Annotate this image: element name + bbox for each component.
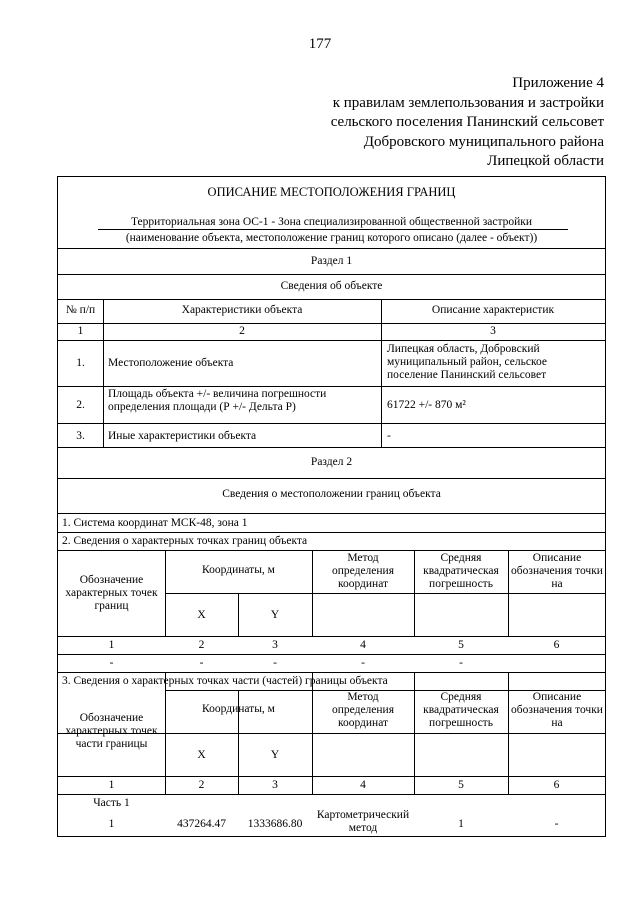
row-divider: [58, 340, 605, 341]
row-divider: [58, 274, 605, 275]
row-divider: [58, 776, 605, 777]
row-divider: [58, 323, 605, 324]
column-number: 1: [108, 639, 115, 651]
appendix-line: Приложение 4: [512, 75, 604, 91]
header-designation: Обозначение характерных точек границ: [65, 574, 158, 612]
part-label: Часть 1: [93, 797, 130, 809]
column-number: 5: [458, 639, 464, 651]
row-divider: [165, 593, 605, 594]
column-number: 4: [360, 779, 366, 791]
row-value: Липецкая область, Добровский муниципальный район, сельское поселение Панинский сельсовет: [387, 343, 547, 381]
section2-title: Раздел 2: [310, 456, 353, 468]
header-coordinates: Координаты, м: [202, 564, 275, 576]
appendix-line: Липецкой области: [487, 153, 604, 169]
header-coordinates: Координаты, м: [202, 703, 275, 715]
header-designation: Обозначение характерных точек части границы: [65, 712, 158, 750]
header-method: Метод определения координат: [331, 691, 394, 729]
column-divider: [312, 550, 313, 636]
row-divider: [58, 513, 605, 514]
row-divider: [58, 636, 605, 637]
row-divider: [58, 299, 605, 300]
row-name: Площадь объекта +/- величина погрешности определения площади (Р +/- Дельта Р): [108, 388, 327, 413]
header-error: Средняя квадратическая погрешность: [423, 691, 499, 729]
table-cell: -: [554, 818, 559, 830]
header-point-description: Описание обозначения точки на: [511, 552, 603, 590]
row-divider: [58, 794, 605, 795]
header-y: Y: [270, 749, 280, 761]
row-divider: [58, 672, 605, 673]
row-num: 3.: [76, 430, 85, 442]
zone-name: Территориальная зона ОС-1 - Зона специализированной общественной застройки: [130, 216, 533, 228]
table-cell: 437264.47: [177, 818, 226, 830]
section1-subtitle: Сведения об объекте: [280, 280, 383, 292]
column-divider: [508, 672, 509, 794]
column-number: 3: [490, 325, 496, 337]
column-number: 2: [198, 639, 205, 651]
appendix-header: [331, 74, 604, 172]
zone-caption: (наименование объекта, местоположение границ которого описано (далее - объект)): [125, 232, 538, 244]
table-cell: Картометрический метод: [316, 809, 410, 834]
column-divider: [312, 672, 313, 794]
column-number: 2: [198, 779, 205, 791]
column-number: 2: [239, 325, 245, 337]
section1-title: Раздел 1: [310, 255, 353, 267]
column-number: 3: [272, 639, 278, 651]
column-divider: [165, 672, 166, 794]
section2-subtitle: Сведения о местоположении границ объекта: [222, 488, 441, 500]
column-divider: [103, 299, 104, 447]
header-x: X: [197, 749, 206, 761]
row-divider: [58, 550, 605, 551]
header-characteristic: Характеристики объекта: [181, 304, 303, 316]
header-description: Описание характеристик: [431, 304, 555, 316]
row-divider: [58, 248, 605, 249]
appendix-line: Добровского муниципального района: [363, 133, 604, 150]
header-num: № п/п: [65, 304, 96, 316]
header-point-description: Описание обозначения точки на: [511, 691, 603, 729]
column-number: 4: [360, 639, 366, 651]
table-cell: -: [361, 657, 365, 669]
points-section-title: 2. Сведения о характерных точках границ объекта: [62, 535, 308, 547]
row-divider: [58, 423, 605, 424]
parts-section-title: 3. Сведения о характерных точках части (частей) границы объекта: [62, 675, 388, 687]
column-number: 1: [77, 325, 84, 337]
header-y: Y: [270, 609, 280, 621]
column-number: 1: [108, 779, 115, 791]
row-name: Местоположение объекта: [108, 357, 234, 369]
appendix-line: к правилам землепользования и застройки: [332, 94, 604, 111]
page-number: 177: [308, 36, 332, 52]
column-number: 3: [272, 779, 278, 791]
table-cell: 1333686.80: [247, 818, 303, 830]
table-cell: -: [459, 657, 463, 669]
row-num: 1.: [76, 357, 85, 369]
column-divider: [165, 550, 166, 636]
table-cell: 1: [108, 818, 115, 830]
header-x: X: [197, 609, 206, 621]
row-divider: [58, 654, 605, 655]
column-number: 5: [458, 779, 464, 791]
row-num: 2.: [76, 399, 85, 411]
row-divider: [58, 386, 605, 387]
header-error: Средняя квадратическая погрешность: [423, 552, 499, 590]
row-divider: [58, 478, 605, 479]
column-number: 6: [553, 779, 560, 791]
column-divider: [508, 550, 509, 636]
column-divider: [381, 299, 382, 447]
row-value: -: [387, 430, 391, 442]
row-divider: [58, 532, 605, 533]
column-number: 6: [553, 639, 560, 651]
document-title: ОПИСАНИЕ МЕСТОПОЛОЖЕНИЯ ГРАНИЦ: [207, 185, 456, 199]
table-cell: -: [199, 657, 204, 669]
row-value: 61722 +/- 870 м²: [387, 399, 466, 411]
table-cell: -: [109, 657, 114, 669]
table-cell: 1: [458, 818, 464, 830]
coordinate-system: 1. Система координат МСК-48, зона 1: [62, 517, 248, 529]
caption-underline: [98, 229, 568, 230]
appendix-line: сельского поселения Панинский сельсовет: [330, 114, 604, 130]
boundary-description-table: [57, 176, 606, 837]
row-divider: [58, 447, 605, 448]
table-cell: -: [273, 657, 277, 669]
row-name: Иные характеристики объекта: [108, 430, 257, 442]
header-method: Метод определения координат: [331, 552, 394, 590]
